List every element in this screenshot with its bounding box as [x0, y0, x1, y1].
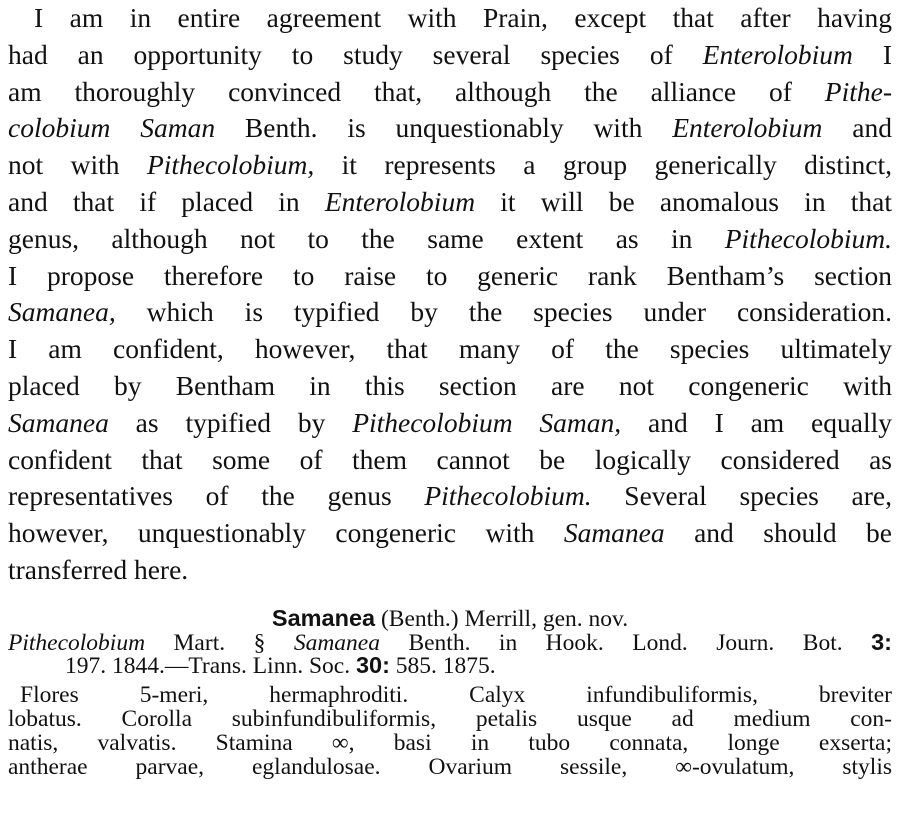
- text-line: I am in entire agreement with Prain, except that after having: [34, 2, 892, 33]
- genus-heading: [8, 607, 892, 631]
- description-line: lobatus. Corolla subinfundibuliformis, petalis usque ad medium con-: [8, 707, 892, 732]
- text-line: I propose therefore to raise to generic rank Bentham’s section: [8, 259, 892, 291]
- text-line: Samanea as typified by Pithecolobium Saman, and I am equally: [8, 406, 892, 438]
- text-line: however, unquestionably congeneric with Samanea and should be: [8, 517, 892, 549]
- text-line: am thoroughly convinced that, although the alliance of Pithe-: [8, 75, 892, 107]
- body-paragraph: [8, 0, 892, 589]
- text-line: I am confident, however, that many of the species ultimately: [8, 333, 892, 365]
- latin-description: [8, 684, 892, 779]
- document-page: [8, 0, 892, 817]
- genus-authority: (Benth.) Merrill, gen. nov.: [375, 606, 629, 631]
- text-line: confident that some of them cannot be logically considered as: [8, 443, 892, 475]
- text-line: transferred here.: [8, 553, 189, 585]
- text-line: and that if placed in Enterolobium it will be anomalous in that: [8, 185, 892, 217]
- citation-line: 197. 1844.—Trans. Linn. Soc. 30: 585. 1875.: [65, 654, 496, 679]
- text-line: placed by Bentham in this section are not congeneric with: [8, 369, 892, 401]
- citation-line: Pithecolobium Mart. § Samanea Benth. in Hook. Lond. Journ. Bot. 3:: [8, 630, 892, 655]
- text-line: not with Pithecolobium, it represents a group generically distinct,: [8, 149, 892, 181]
- synonymy-citation: [8, 631, 892, 679]
- text-line: Samanea, which is typified by the species under consideration.: [8, 296, 892, 328]
- text-line: had an opportunity to study several species of Enterolobium I: [8, 38, 892, 70]
- description-line: natis, valvatis. Stamina ∞, basi in tubo connata, longe exserta;: [8, 731, 892, 756]
- description-line: antherae parvae, eglandulosae. Ovarium sessile, ∞-ovulatum, stylis: [8, 755, 892, 780]
- genus-name: Samanea: [271, 606, 376, 631]
- text-line: genus, although not to the same extent as in Pithecolobium.: [8, 222, 892, 254]
- text-line: colobium Saman Benth. is unquestionably with Enterolobium and: [8, 112, 892, 144]
- volume-number: 30:: [355, 654, 390, 679]
- text-line: representatives of the genus Pithecolobium. Several species are,: [8, 480, 892, 512]
- volume-number: 3:: [871, 630, 892, 655]
- description-line: Flores 5-meri, hermaphroditi. Calyx infundibuliformis, breviter: [20, 684, 892, 708]
